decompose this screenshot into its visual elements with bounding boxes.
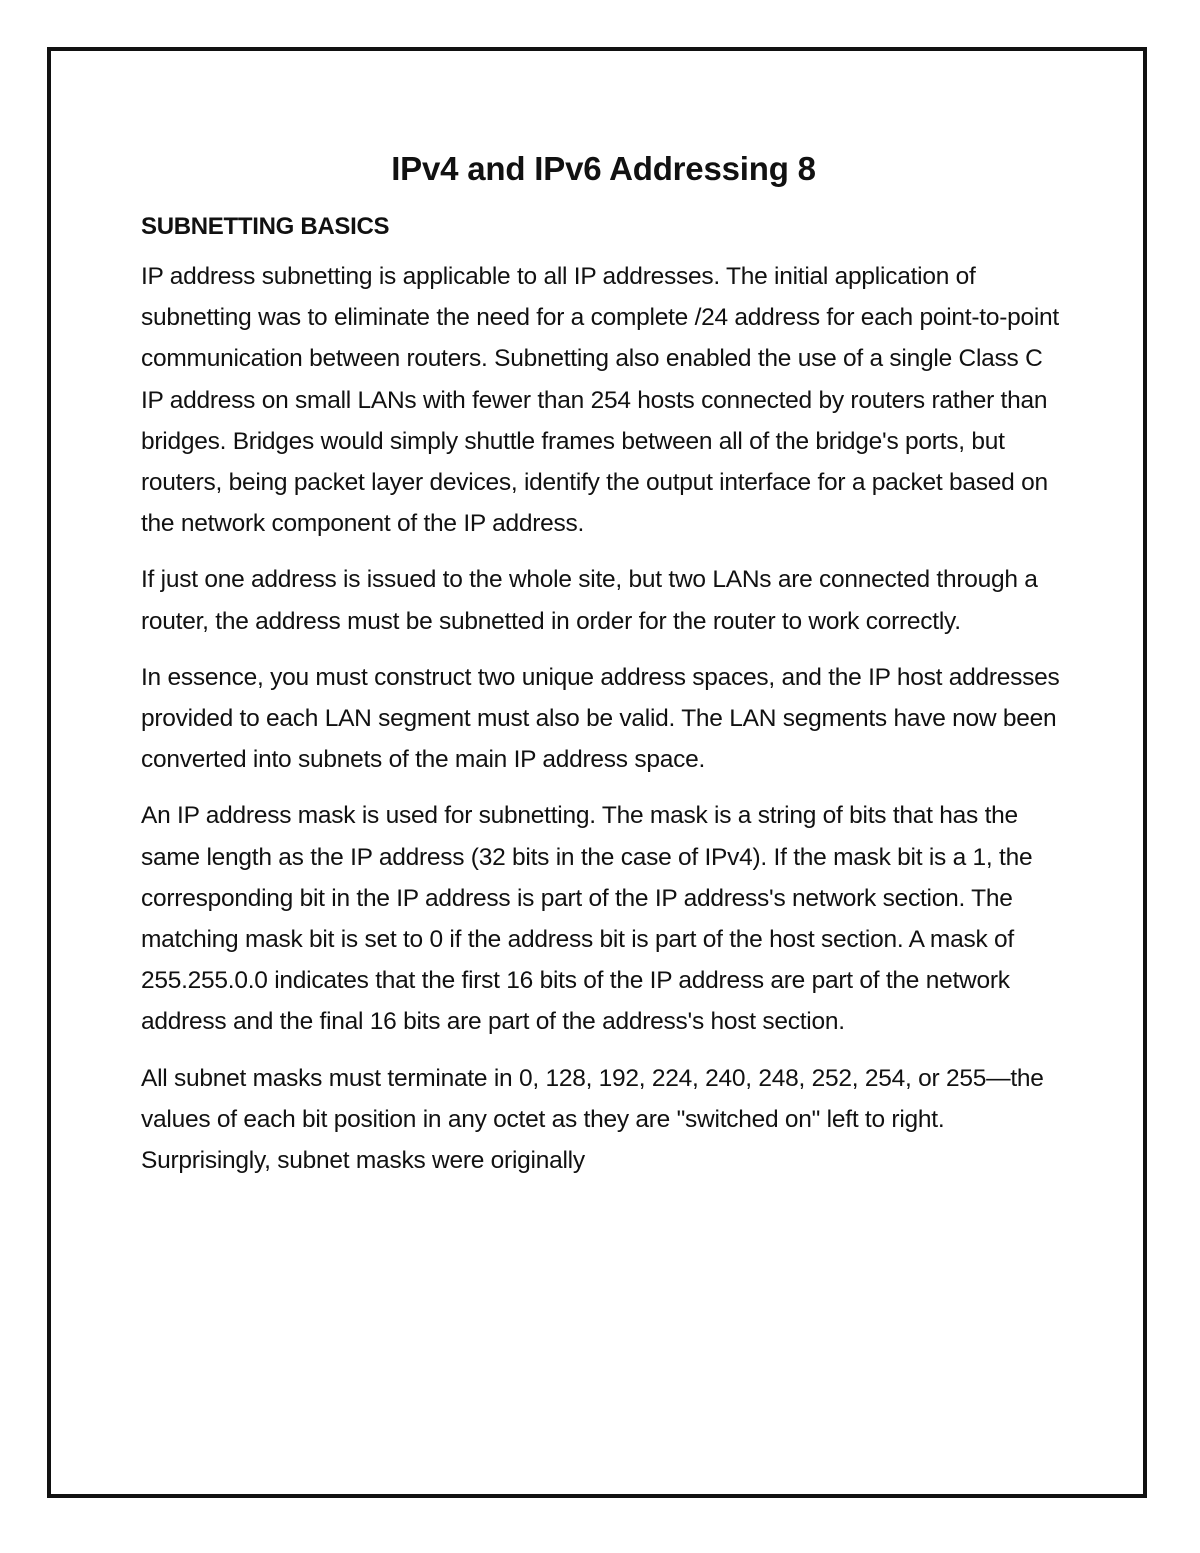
paragraph-address-mask: An IP address mask is used for subnetting. The mask is a string of bits that has the same length as the IP address (32 bits in the case of IPv4). If the mask bit is a 1, the corresponding bit in the IP address is part of the IP address's network section. The matching mask bit is set to 0 if the address bit is part of the host section. A mask of 255.255.0.0 indicates that the first 16 bits of the IP address are part of the network address and the final 16 bits are part of the address's host section. bbox=[141, 802, 1033, 1036]
section-heading: SUBNETTING BASICS bbox=[141, 213, 390, 240]
paragraph-single-address-site: If just one address is issued to the whole site, but two LANs are connected through a router, the address must be subnetted in order for the router to work correctly. bbox=[141, 566, 1038, 635]
document-body bbox=[141, 140, 1066, 1196]
paragraph-subnetting-intro: IP address subnetting is applicable to all IP addresses. The initial application of subnetting was to eliminate the need for a complete /24 address for each point-to-point communication between routers. Subnetting also enabled the use of a single Class C IP address on small LANs with fewer than 254 hosts connected by routers rather than bridges. Bridges would simply shuttle frames between all of the bridge's ports, but routers, being packet layer devices, identify the output interface for a packet based on the network component of the IP address. bbox=[141, 263, 1059, 538]
paragraph-address-spaces: In essence, you must construct two unique address spaces, and the IP host addresses provided to each LAN segment must also be valid. The LAN segments have now been converted into subnets of the main IP address space. bbox=[141, 663, 1060, 774]
document-title: IPv4 and IPv6 Addressing 8 bbox=[391, 150, 816, 187]
paragraph-mask-values: All subnet masks must terminate in 0, 128, 192, 224, 240, 248, 252, 254, or 255—the values of each bit position in any octet as they are "switched on" left to right. Surprisingly, subnet masks were originally bbox=[141, 1064, 1044, 1175]
